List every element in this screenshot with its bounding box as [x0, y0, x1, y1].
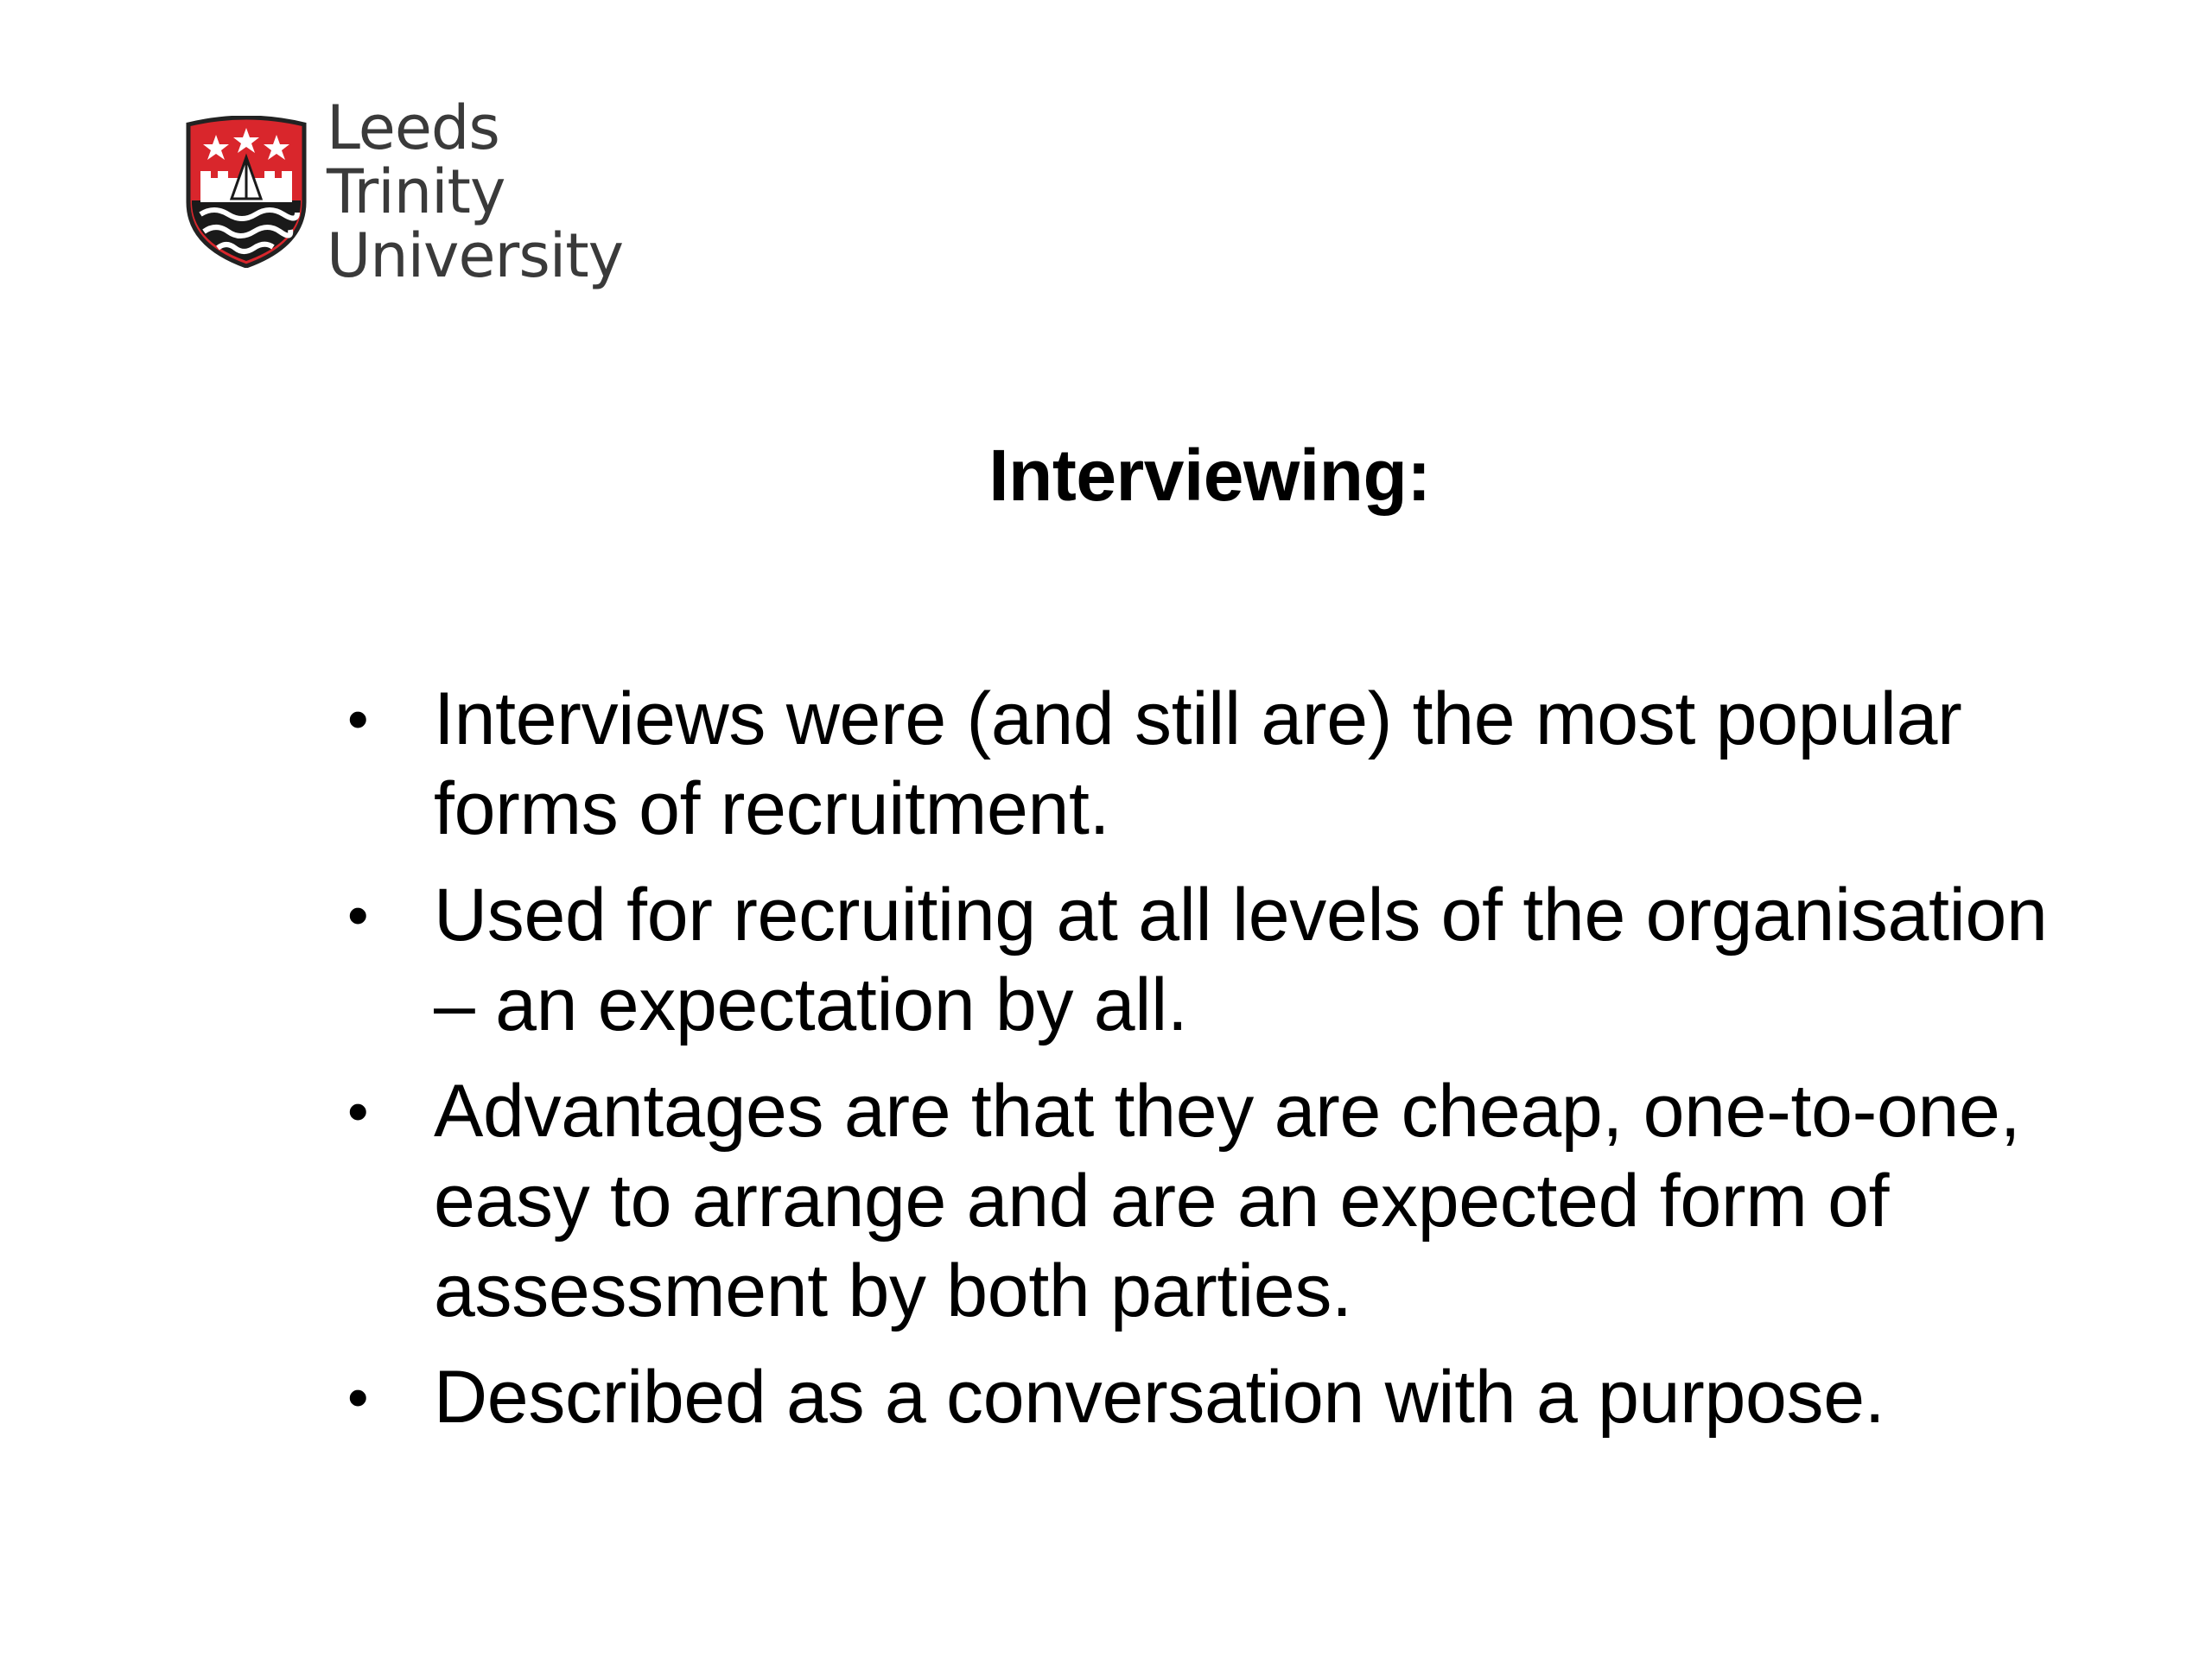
shield-crest-icon — [181, 116, 311, 268]
logo-wordmark — [327, 92, 674, 291]
bullet-item — [337, 1352, 2100, 1442]
bullet-glyph: • — [347, 881, 369, 949]
bullet-glyph: • — [347, 1363, 369, 1431]
slide-title: Interviewing: — [988, 435, 1431, 516]
bullet-text: Described as a conversation with a purpose. — [434, 1356, 1885, 1439]
logo-line-1: Leeds Trinity — [327, 92, 505, 227]
bullet-glyph: • — [347, 685, 369, 753]
bullet-glyph: • — [347, 1077, 369, 1145]
bullet-text: Used for recruiting at all levels of the organisation – an expectation by all. — [434, 874, 2048, 1046]
university-logo — [181, 92, 674, 291]
bullet-list — [337, 674, 2100, 1459]
bullet-text: Interviews were (and still are) the most popular forms of recruitment. — [434, 677, 1962, 850]
bullet-item — [337, 1066, 2100, 1336]
logo-line-2: University — [327, 220, 624, 291]
bullet-text: Advantages are that they are cheap, one-to-one, easy to arrange and are an expected form of assessment by both parties. — [434, 1070, 2021, 1332]
bullet-item — [337, 674, 2100, 854]
bullet-item — [337, 870, 2100, 1050]
